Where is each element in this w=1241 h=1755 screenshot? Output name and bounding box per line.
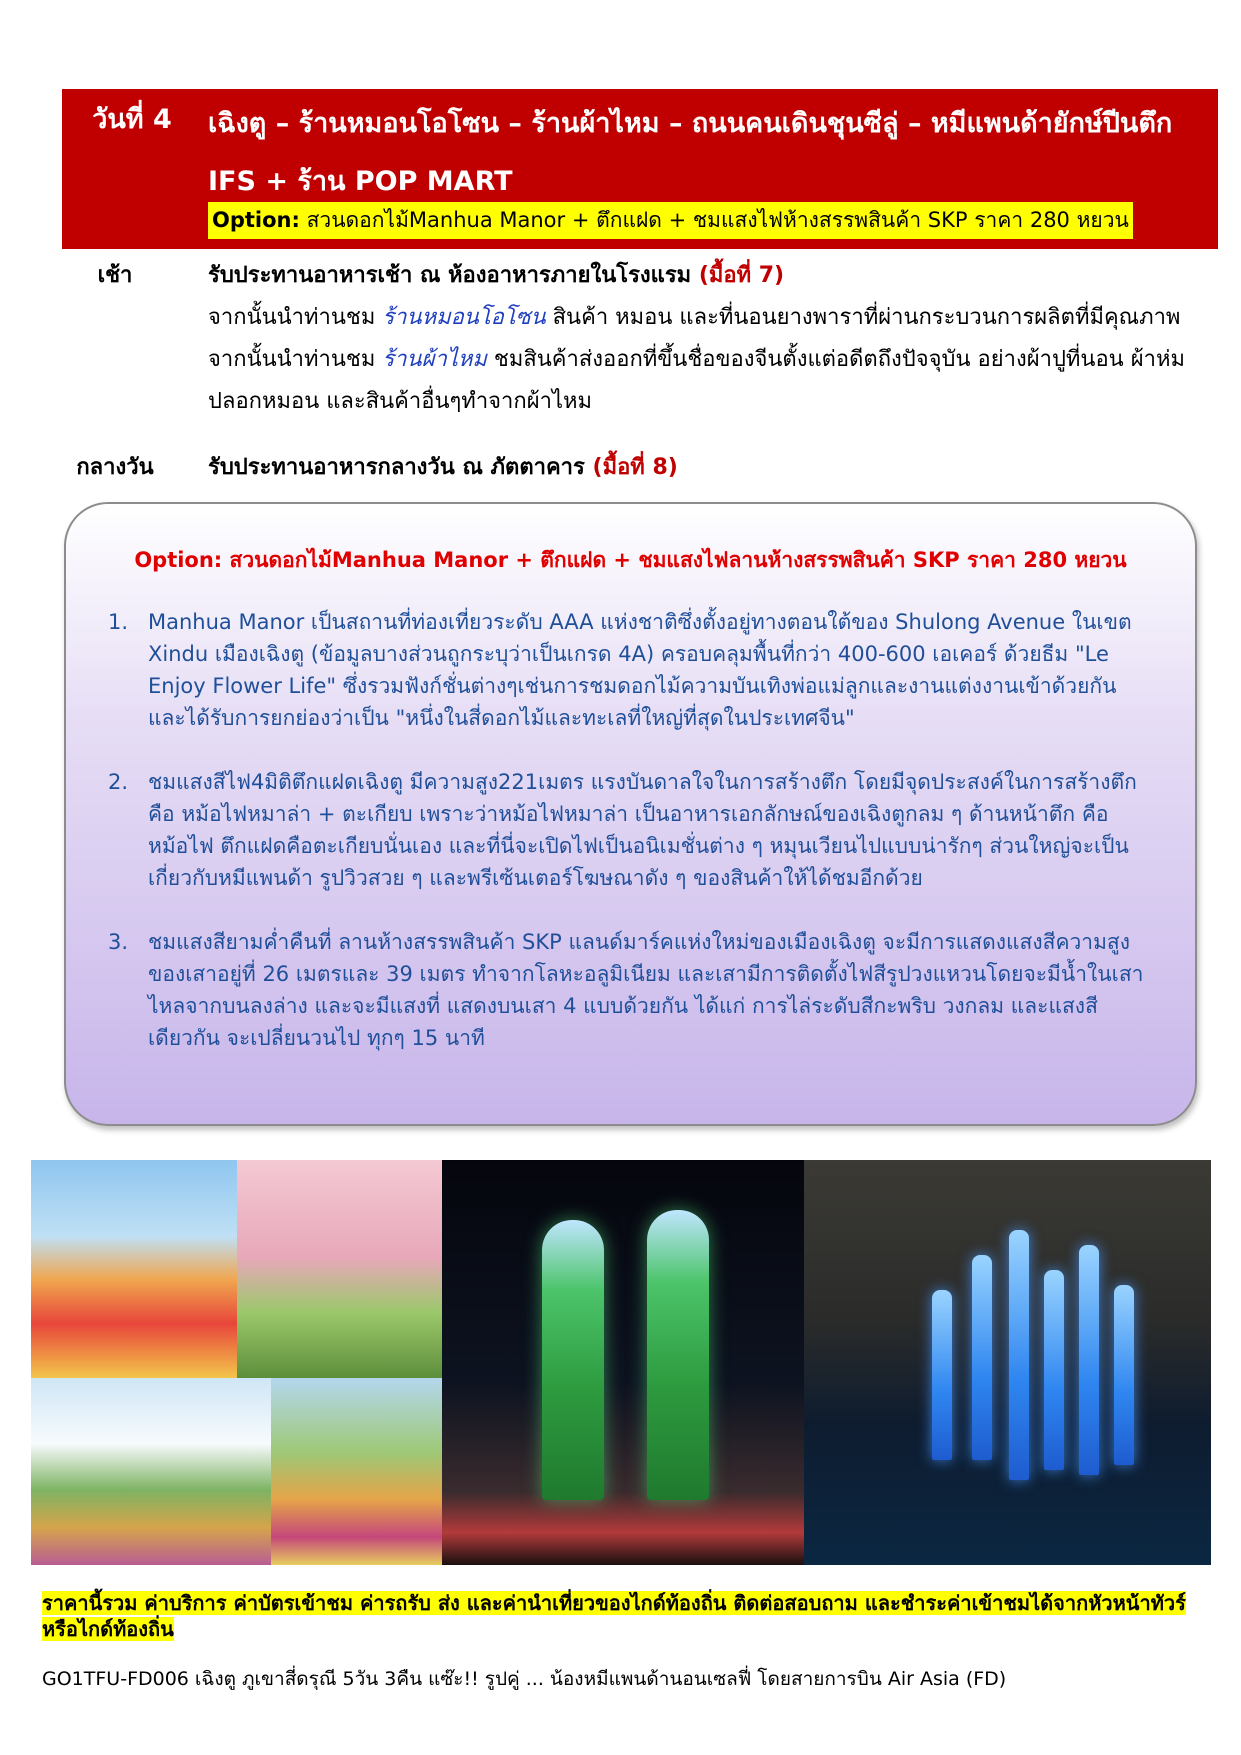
- light-pillar: [1114, 1285, 1134, 1465]
- photo-twin-towers-night: [442, 1160, 804, 1565]
- list-item: 1. Manhua Manor เป็นสถานที่ท่องเที่ยวระดับ AAA แห่งชาติซึ่งตั้งอยู่ทางตอนใต้ของ Shulong Avenue ในเขต Xindu เมืองเฉิงตู (ข้อมูลบางส่วนถูกระบุว่าเป็นเกรด 4A) ครอบคลุมพื้นที่กว่า 400-600 เอเคอร์ ด้วยธีม "Le Enjoy Flower Life" ซึ่งรวมฟังก์ชั่นต่างๆเช่นการชมดอกไม้ความบันเทิงพ่อแม่ลูกและงานแต่งงานเข้าด้วยกันและได้รับการยกย่องว่าเป็น "หนึ่งในสี่ดอกไม้และทะเลที่ใหญ่ที่สุดในประเทศจีน": [108, 610, 1132, 730]
- photo-cherry-blossom-path: [237, 1160, 442, 1378]
- list-item: 2. ชมแสงสีไฟ4มิติตึกแฝดเฉิงตู มีความสูง221เมตร แรงบันดาลใจในการสร้างตึก โดยมีจุดประสงค์ในการสร้างตึกคือ หม้อไฟหมาล่า + ตะเกียบ เพราะว่าหม้อไฟหมาล่า เป็นอาหารเอกลักษณ์ของเฉิงตูกลม ๆ ด้านหน้าตึก คือหม้อไฟ ตึกแฝดคือตะเกียบนั่นเอง และที่นี่จะเปิดไฟเป็นอนิเมชั่นต่าง ๆ หมุนเวียนไปแบบน่ารักๆ ส่วนใหญ่จะเป็นเกี่ยวกับหมีแพนด้า รูปวิวสวย ๆ และพรีเซ้นเตอร์โฆษณาดัง ๆ ของสินค้าให้ได้ชมอีกด้วย: [108, 770, 1137, 890]
- list-item: 3. ชมแสงสียามค่ำคืนที่ ลานห้างสรรพสินค้า SKP แลนด์มาร์คแห่งใหม่ของเมืองเฉิงตู จะมีการแสดงแสงสีความสูงของเสาอยู่ที่ 26 เมตรและ 39 เมตร ทำจากโลหะอลูมิเนียม และเสามีการติดตั้งไฟสีรูปวงแหวนโดยจะมีน้ำในเสาไหลจากบนลงล่าง และจะมีแสงที่ แสดงบนเสา 4 แบบด้วยกัน ได้แก่ การไล่ระดับสีกะพริบ วงกลม และแสงสีเดียวกัน จะเปลี่ยนวนไป ทุกๆ 15 นาที: [108, 930, 1144, 1050]
- footer: GO1TFU-FD006 เฉิงตู ภูเขาสี่ดรุณี 5วัน 3คืน แซ๊ะ!! รูปคู่ ... น้องหมีแพนด้านอนเซลฟี่ โดยสายการบิน Air Asia (FD): [42, 1668, 1007, 1690]
- option-list: [108, 606, 1148, 1086]
- day-label: วันที่ 4: [92, 104, 172, 135]
- photo-skp-light-pillars: [804, 1160, 1211, 1565]
- option-text: สวนดอกไม้Manhua Manor + ตึกแฝด + ชมแสงไฟห้างสรรพสินค้า SKP ราคา 280 หยวน: [299, 208, 1129, 232]
- light-pillar: [1009, 1230, 1029, 1480]
- day-title: เฉิงตู – ร้านหมอนโอโซน – ร้านผ้าไหม – ถนนคนเดินชุนซีลู่ – หมีแพนด้ายักษ์ปีนตึก IFS + ร้าน POP MART: [208, 108, 1173, 197]
- tower-right: [647, 1210, 709, 1500]
- photo-flower-terraces: [271, 1378, 442, 1565]
- light-pillar: [1044, 1270, 1064, 1470]
- option-prefix: Option:: [212, 208, 300, 232]
- light-pillar: [932, 1290, 952, 1460]
- option-box: [64, 502, 1197, 1126]
- price-note: ราคานี้รวม ค่าบริการ ค่าบัตรเข้าชม ค่ารถรับ ส่ง และค่านำเที่ยวของไกด์ท้องถิ่น ติดต่อสอบถาม และชำระค่าเข้าชมได้จากหัวหน้าทัวร์หรือไกด์ท้องถิ่น: [42, 1591, 1186, 1641]
- tower-left: [542, 1220, 604, 1500]
- ozone-pillow-shop: ร้านหมอนโอโซน: [382, 305, 546, 330]
- day-option-banner: [208, 202, 1133, 239]
- morning-description: จากนั้นนำท่านชม ร้านหมอนโอโซน สินค้า หมอน และที่นอนยางพาราที่ผ่านกระบวนการผลิตที่มีคุณภาพ จากนั้นนำท่านชม ร้านผ้าไหม ชมสินค้าส่งออกที่ขึ้นชื่อของจีนตั้งแต่อดีตถึงปัจจุบัน อย่างผ้าปูที่นอน ผ้าห่ม ปลอกหมอน และสินค้าอื่นๆทำจากผ้าไหม: [208, 305, 1185, 414]
- photo-white-chapel: [31, 1378, 271, 1565]
- meal-number: (มื้อที่ 8): [592, 455, 678, 480]
- morning-label: เช้า: [97, 263, 133, 288]
- day-header: [62, 89, 1218, 249]
- photo-tulip-field: [31, 1160, 237, 1378]
- photo-collage: [31, 1160, 1211, 1565]
- morning-meal: รับประทานอาหารเช้า ณ ห้องอาหารภายในโรงแรม (มื้อที่ 7): [208, 263, 785, 288]
- noon-meal: รับประทานอาหารกลางวัน ณ ภัตตาคาร (มื้อที่ 8): [208, 455, 678, 480]
- meal-number: (มื้อที่ 7): [698, 263, 785, 288]
- noon-label: กลางวัน: [76, 455, 154, 480]
- light-pillar: [1079, 1245, 1099, 1475]
- option-box-title: Option: สวนดอกไม้Manhua Manor + ตึกแฝด + ชมแสงไฟลานห้างสรรพสินค้า SKP ราคา 280 หยวน: [134, 548, 1127, 572]
- light-pillar: [972, 1255, 992, 1460]
- silk-shop: ร้านผ้าไหม: [382, 347, 487, 372]
